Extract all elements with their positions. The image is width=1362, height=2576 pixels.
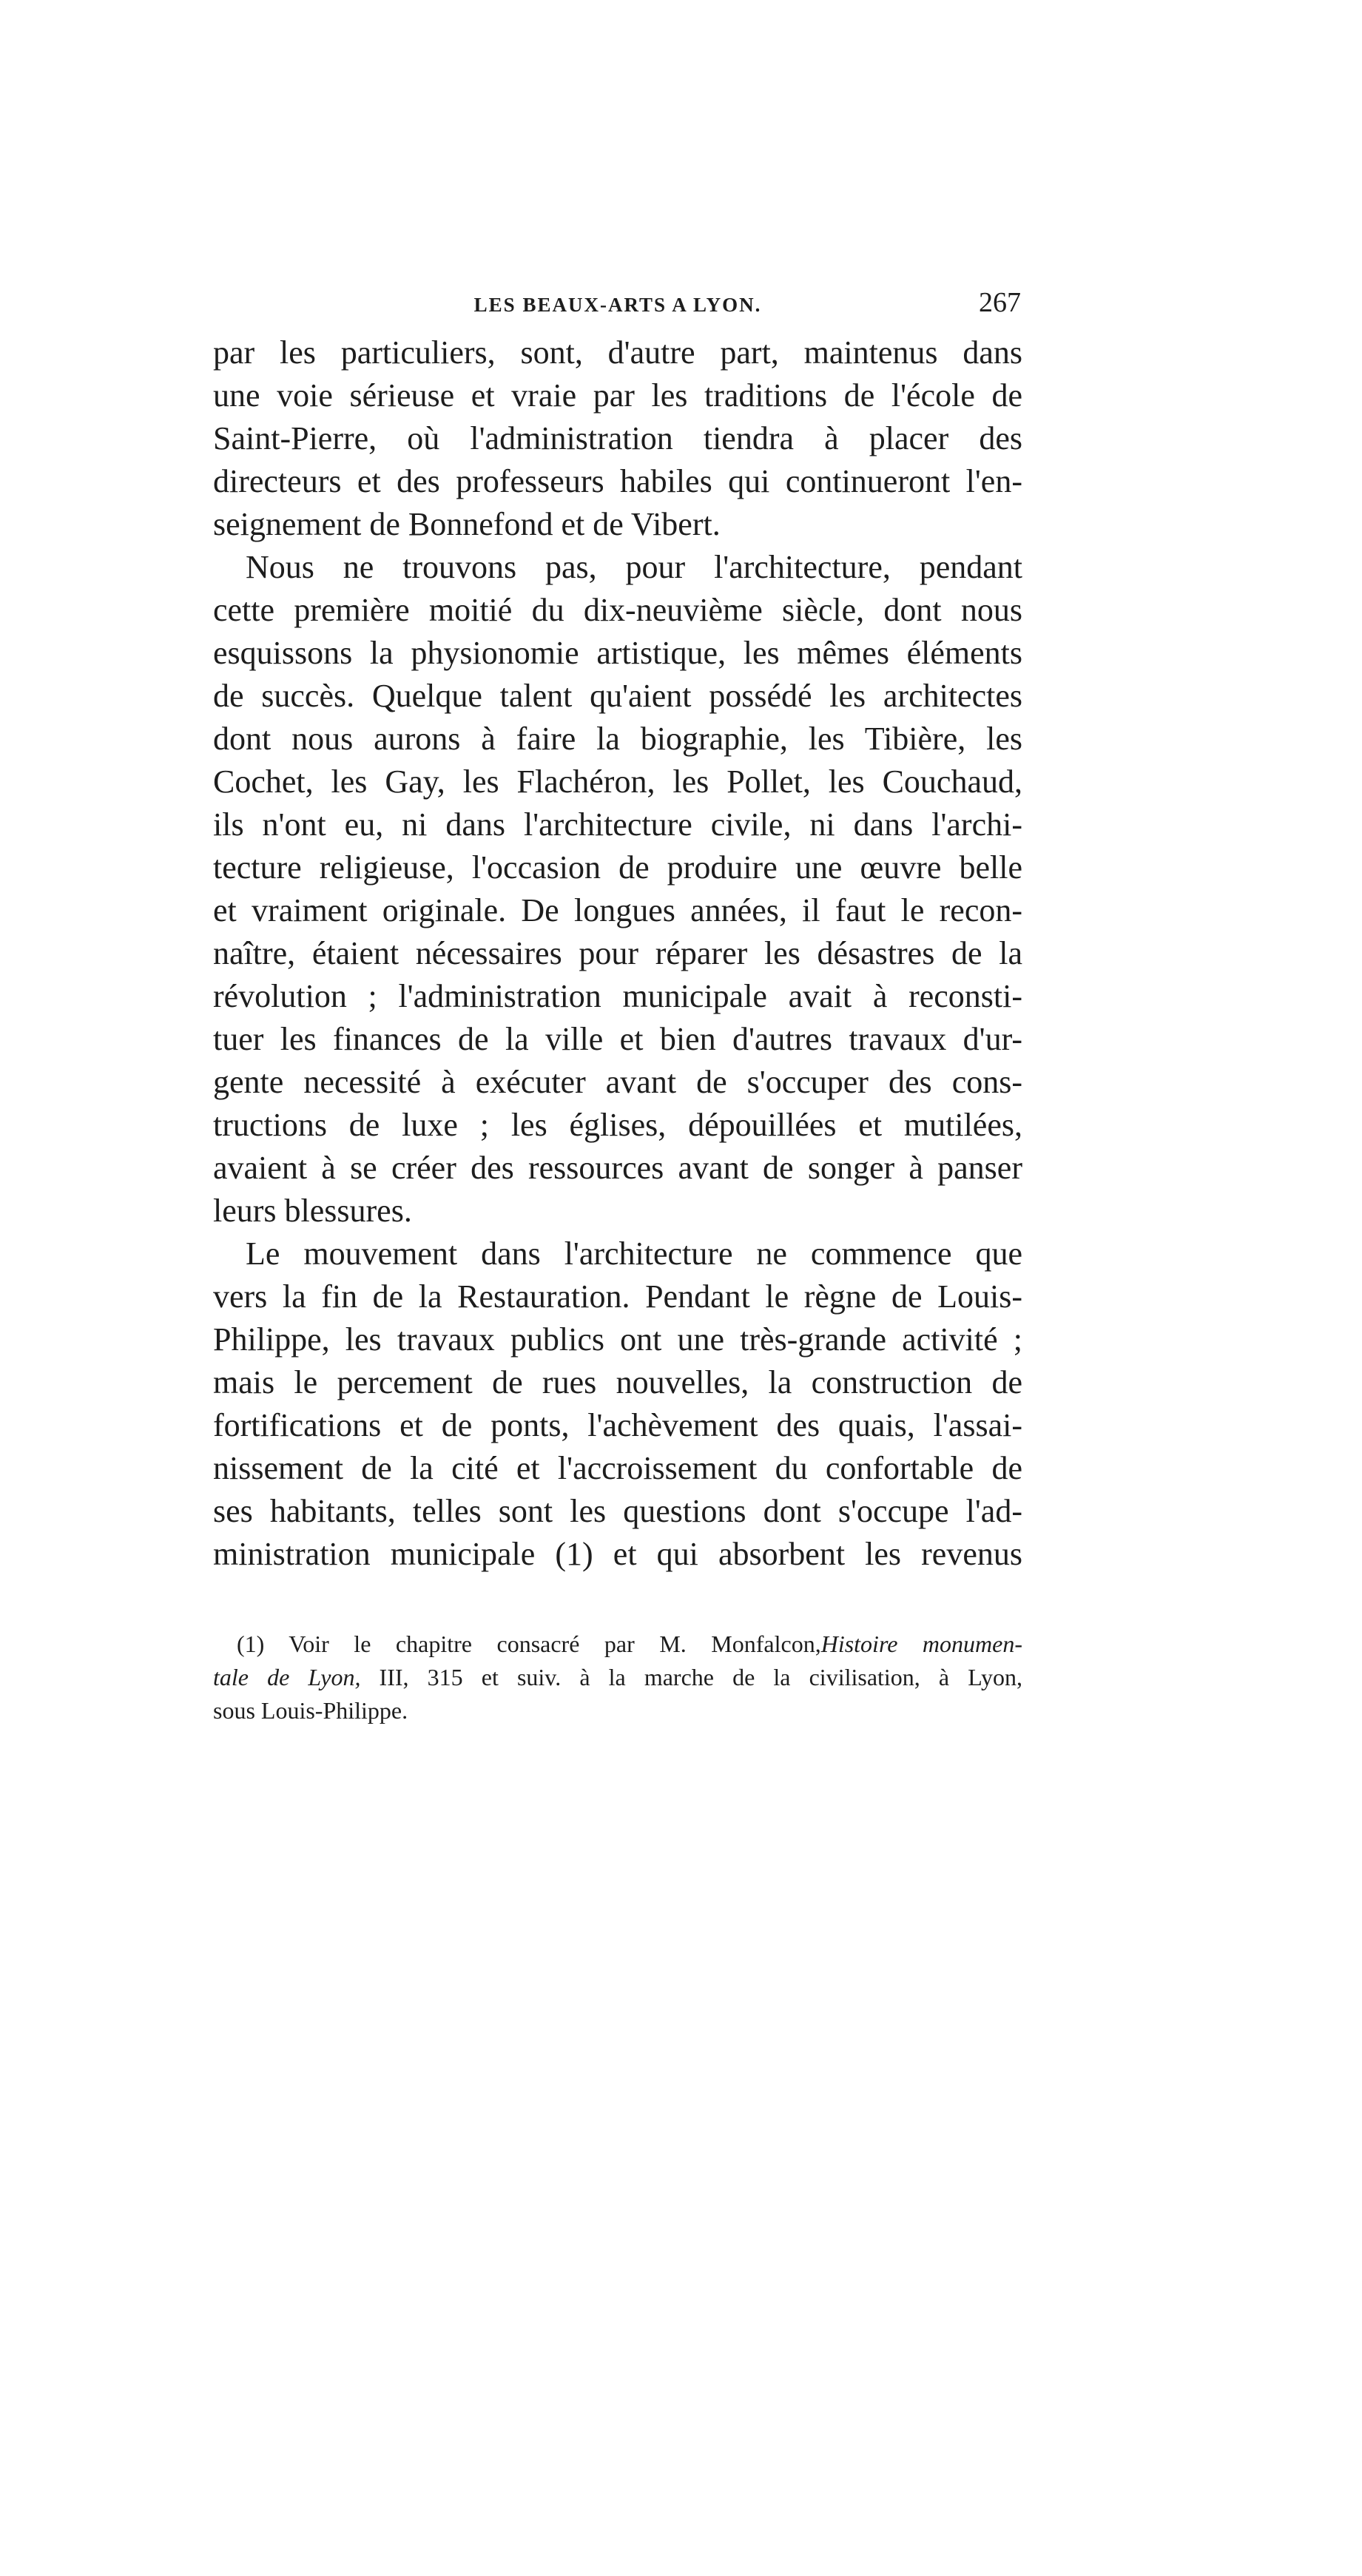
text-line: seignement de Bonnefond et de Vibert. xyxy=(213,506,721,542)
text-line: tecture religieuse, l'occasion de produire une œuvre belle xyxy=(213,849,1022,886)
text-line: Philippe, les travaux publics ont une très-grande activité ; xyxy=(213,1321,1022,1358)
footnote-title-italic: Histoire monumen- xyxy=(820,1631,1023,1657)
footnote-line xyxy=(213,1628,1022,1661)
text-line: Cochet, les Gay, les Flachéron, les Pollet, les Couchaud, xyxy=(213,763,1022,800)
text-line: vers la fin de la Restauration. Pendant le règne de Louis- xyxy=(213,1278,1022,1315)
text-line: de succès. Quelque talent qu'aient possédé les architectes xyxy=(213,678,1022,714)
text-line: et vraiment originale. De longues années, il faut le recon- xyxy=(213,892,1022,928)
text-line: ils n'ont eu, ni dans l'architecture civile, ni dans l'archi- xyxy=(213,806,1022,843)
text-line: mais le percement de rues nouvelles, la construction de xyxy=(213,1364,1022,1400)
text-line: gente necessité à exécuter avant de s'occuper des cons- xyxy=(213,1064,1022,1100)
running-head xyxy=(215,285,1021,329)
footnote-line xyxy=(213,1661,1022,1694)
footnote-line: sous Louis-Philippe. xyxy=(213,1697,408,1724)
text-line: directeurs et des professeurs habiles qui continueront l'en- xyxy=(213,463,1022,499)
text-line: par les particuliers, sont, d'autre part, maintenus dans xyxy=(213,334,1022,371)
text-line: fortifications et de ponts, l'achèvement des quais, l'assai- xyxy=(213,1407,1022,1443)
text-line: cette première moitié du dix-neuvième siècle, dont nous xyxy=(213,592,1022,628)
text-line: révolution ; l'administration municipale avait à reconsti- xyxy=(213,978,1022,1014)
text-line: avaient à se créer des ressources avant de songer à panser xyxy=(213,1150,1022,1186)
text-line: esquissons la physionomie artistique, les mêmes éléments xyxy=(213,635,1022,671)
text-line: tructions de luxe ; les églises, dépouillées et mutilées, xyxy=(213,1107,1022,1143)
text-line: ses habitants, telles sont les questions dont s'occupe l'ad- xyxy=(213,1493,1022,1529)
text-line: Saint-Pierre, où l'administration tiendra à placer des xyxy=(213,420,1022,456)
footnote xyxy=(213,1628,1022,1727)
footnote-title-italic: tale de Lyon, xyxy=(213,1664,361,1690)
text-line: dont nous aurons à faire la biographie, les Tibière, les xyxy=(213,721,1022,757)
footnote-text: (1) Voir le chapitre consacré par M. Monfalcon, xyxy=(237,1631,821,1657)
page-number: 267 xyxy=(979,287,1021,318)
paragraph-1 xyxy=(213,331,1022,546)
text-line: naître, étaient nécessaires pour réparer les désastres de la xyxy=(213,935,1022,971)
paragraph-2 xyxy=(213,546,1022,1233)
text-line: nissement de la cité et l'accroissement du confortable de xyxy=(213,1450,1022,1486)
running-title: LES BEAUX-ARTS A LYON. xyxy=(473,294,762,316)
paragraph-3 xyxy=(213,1233,1022,1576)
text-line: leurs blessures. xyxy=(213,1193,412,1229)
text-line: une voie sérieuse et vraie par les traditions de l'école de xyxy=(213,377,1022,414)
text-line: tuer les finances de la ville et bien d'autres travaux d'ur- xyxy=(213,1021,1022,1057)
text-line: Nous ne trouvons pas, pour l'architecture, pendant xyxy=(246,549,1022,585)
body-text xyxy=(213,331,1022,1576)
footnote-text: III, 315 et suiv. à la marche de la civilisation, à Lyon, xyxy=(360,1664,1023,1690)
text-line: Le mouvement dans l'architecture ne commence que xyxy=(246,1235,1022,1272)
text-line: ministration municipale (1) et qui absorbent les revenus xyxy=(213,1536,1022,1572)
